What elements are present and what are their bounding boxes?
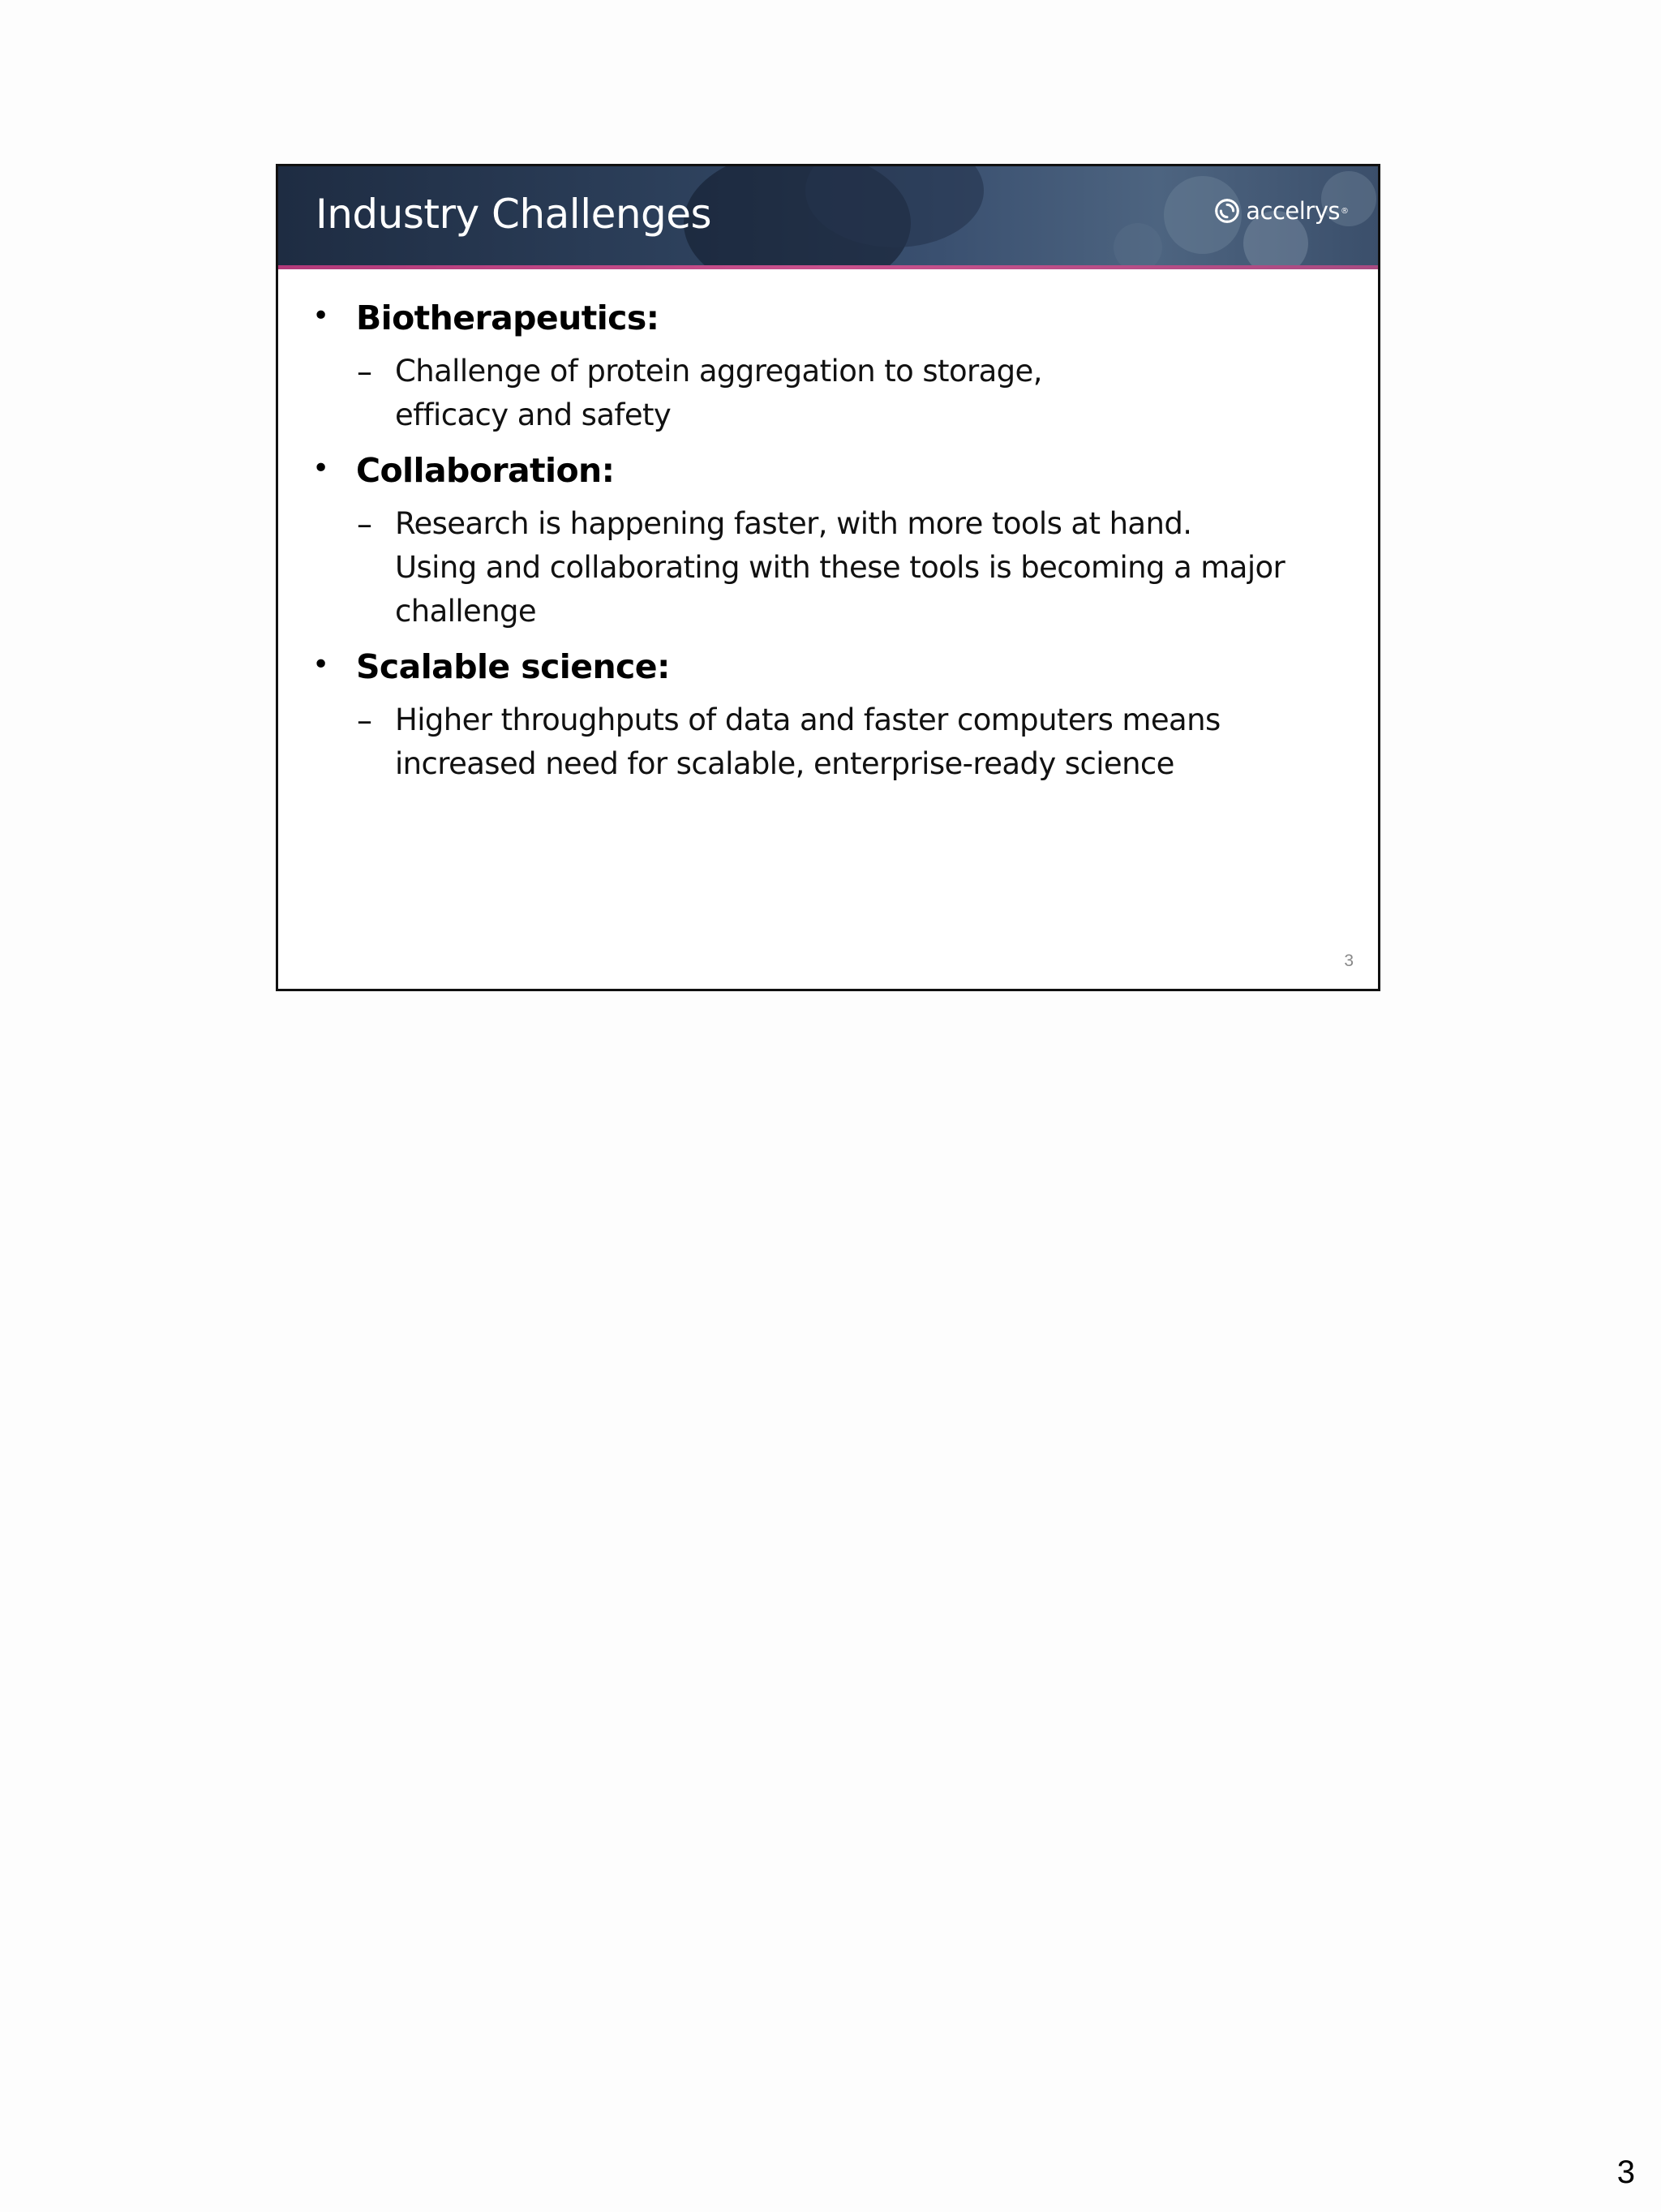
sub-bullet-line: efficacy and safety: [395, 397, 672, 432]
sub-bullet-line: increased need for scalable, enterprise-ready science: [395, 746, 1174, 781]
bullet-item: [311, 449, 1349, 492]
swirl-logo-icon: [1212, 195, 1243, 226]
logo-registered-mark: ®: [1341, 206, 1349, 216]
page-number: 3: [1616, 2154, 1635, 2190]
slide: [276, 164, 1380, 991]
bullet-dot-icon: •: [312, 299, 330, 333]
bullet-heading: Collaboration:: [356, 451, 615, 490]
sub-bullet: [311, 502, 1349, 634]
bullet-heading: Biotherapeutics:: [356, 299, 659, 337]
sub-bullet-line: challenge: [395, 594, 537, 629]
slide-header: [278, 166, 1378, 265]
bullet-dot-icon: •: [312, 648, 330, 681]
sub-bullet-line: Challenge of protein aggregation to storage,: [395, 354, 1042, 389]
sub-bullet-line: Research is happening faster, with more tools at hand.: [395, 506, 1192, 541]
slide-content: [311, 296, 1349, 797]
accelrys-logo: [1212, 195, 1349, 226]
sub-bullet-line: Using and collaborating with these tools is becoming a major: [395, 550, 1285, 585]
bullet-dot-icon: •: [312, 452, 330, 485]
header-accent-line: [278, 265, 1378, 269]
sub-bullet-line: Higher throughputs of data and faster computers means: [395, 702, 1221, 737]
dash-icon: –: [357, 506, 372, 542]
bullet-item: [311, 645, 1349, 689]
bullet-item: [311, 296, 1349, 340]
bullet-heading: Scalable science:: [356, 647, 670, 686]
dash-icon: –: [357, 354, 372, 389]
slide-number: 3: [1344, 951, 1354, 970]
slide-title: Industry Challenges: [315, 191, 712, 238]
dash-icon: –: [357, 702, 372, 738]
logo-text: accelrys: [1246, 197, 1340, 225]
sub-bullet: [311, 698, 1349, 786]
sub-bullet: [311, 350, 1349, 437]
